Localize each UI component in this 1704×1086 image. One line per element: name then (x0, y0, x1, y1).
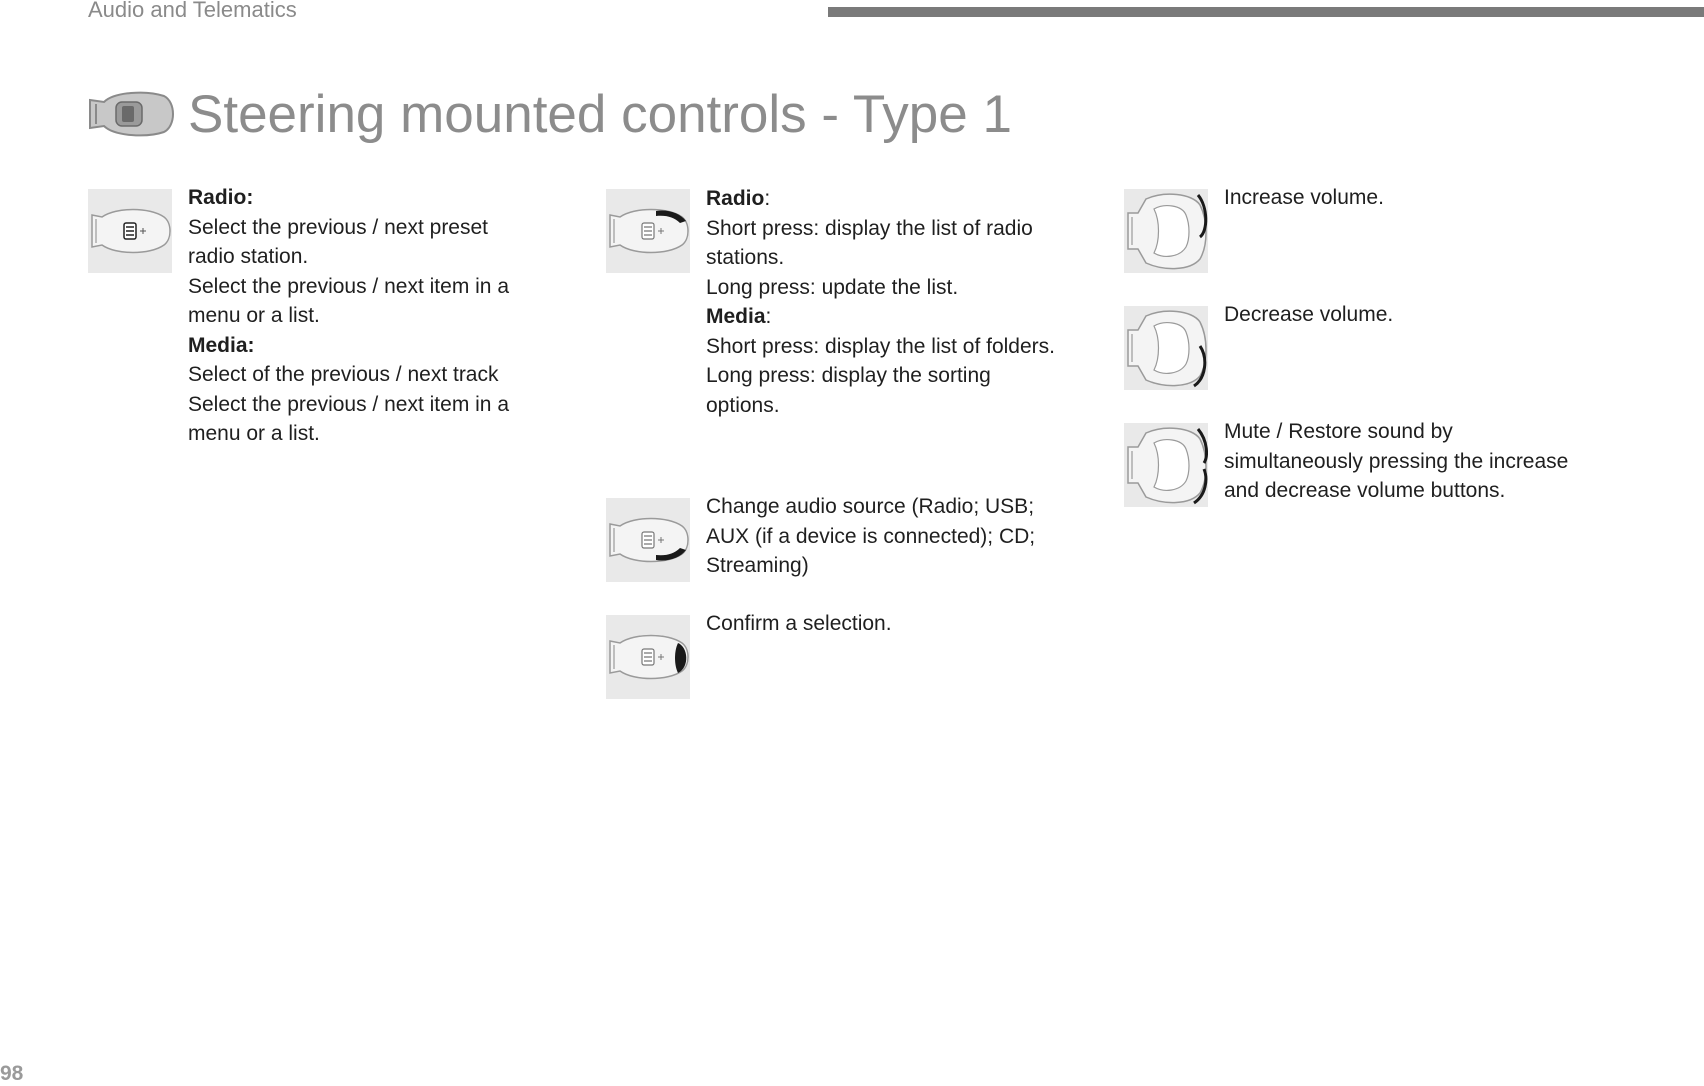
header-rule (828, 7, 1704, 17)
volume-up-button-icon (1124, 189, 1208, 273)
text-line: menu or a list. (188, 422, 320, 445)
radio-media-select-text (188, 183, 548, 449)
text-line: radio station. (188, 245, 309, 268)
stalk-scroll-wheel-icon (88, 189, 172, 273)
text-line: stations. (706, 246, 785, 269)
stalk-top-button-icon (606, 189, 690, 273)
stalk-end-button-icon (606, 615, 690, 699)
text-line: Select the previous / next item in a (188, 274, 509, 298)
colon: : (765, 305, 772, 328)
text-line: AUX (if a device is connected); CD; (706, 524, 1036, 548)
text-line: Short press: display the list of folders. (706, 334, 1055, 358)
text-line: Select the previous / next item in a (188, 392, 509, 416)
text-line: simultaneously pressing the increase (1224, 449, 1569, 473)
text-line: options. (706, 393, 780, 417)
text-line: Short press: display the list of radio (706, 216, 1033, 240)
text-line: Confirm a selection. (706, 612, 892, 635)
volume-down-button-icon (1124, 306, 1208, 390)
text-line: menu or a list. (188, 304, 320, 327)
text-line: Streaming) (706, 554, 809, 577)
change-source-text (706, 492, 1106, 581)
radio-heading: Radio: (188, 186, 254, 209)
colon: : (764, 187, 771, 210)
text-line: Increase volume. (1224, 186, 1384, 209)
mute-text (1224, 417, 1644, 506)
radio-heading: Radio (706, 187, 765, 210)
steering-control-stalk-icon (86, 88, 174, 140)
volume-both-buttons-icon (1124, 423, 1208, 507)
media-heading: Media: (188, 333, 255, 357)
text-line: Decrease volume. (1224, 303, 1394, 326)
media-heading: Media (706, 305, 766, 328)
stalk-bottom-button-icon (606, 498, 690, 582)
text-line: Change audio source (Radio; USB; (706, 495, 1035, 518)
increase-volume-text (1224, 183, 1624, 213)
confirm-text (706, 609, 1106, 639)
radio-media-list-text (706, 184, 1106, 420)
text-line: Mute / Restore sound by (1224, 420, 1453, 443)
page-title: Steering mounted controls - Type 1 (188, 85, 1012, 144)
text-line: Select the previous / next preset (188, 215, 488, 239)
decrease-volume-text (1224, 300, 1624, 330)
text-line: Long press: display the sorting (706, 364, 991, 387)
text-line: Long press: update the list. (706, 275, 959, 299)
page-number: 98 (0, 1062, 24, 1085)
section-header: Audio and Telematics (88, 0, 297, 22)
text-line: and decrease volume buttons. (1224, 479, 1506, 502)
text-line: Select of the previous / next track (188, 363, 499, 386)
